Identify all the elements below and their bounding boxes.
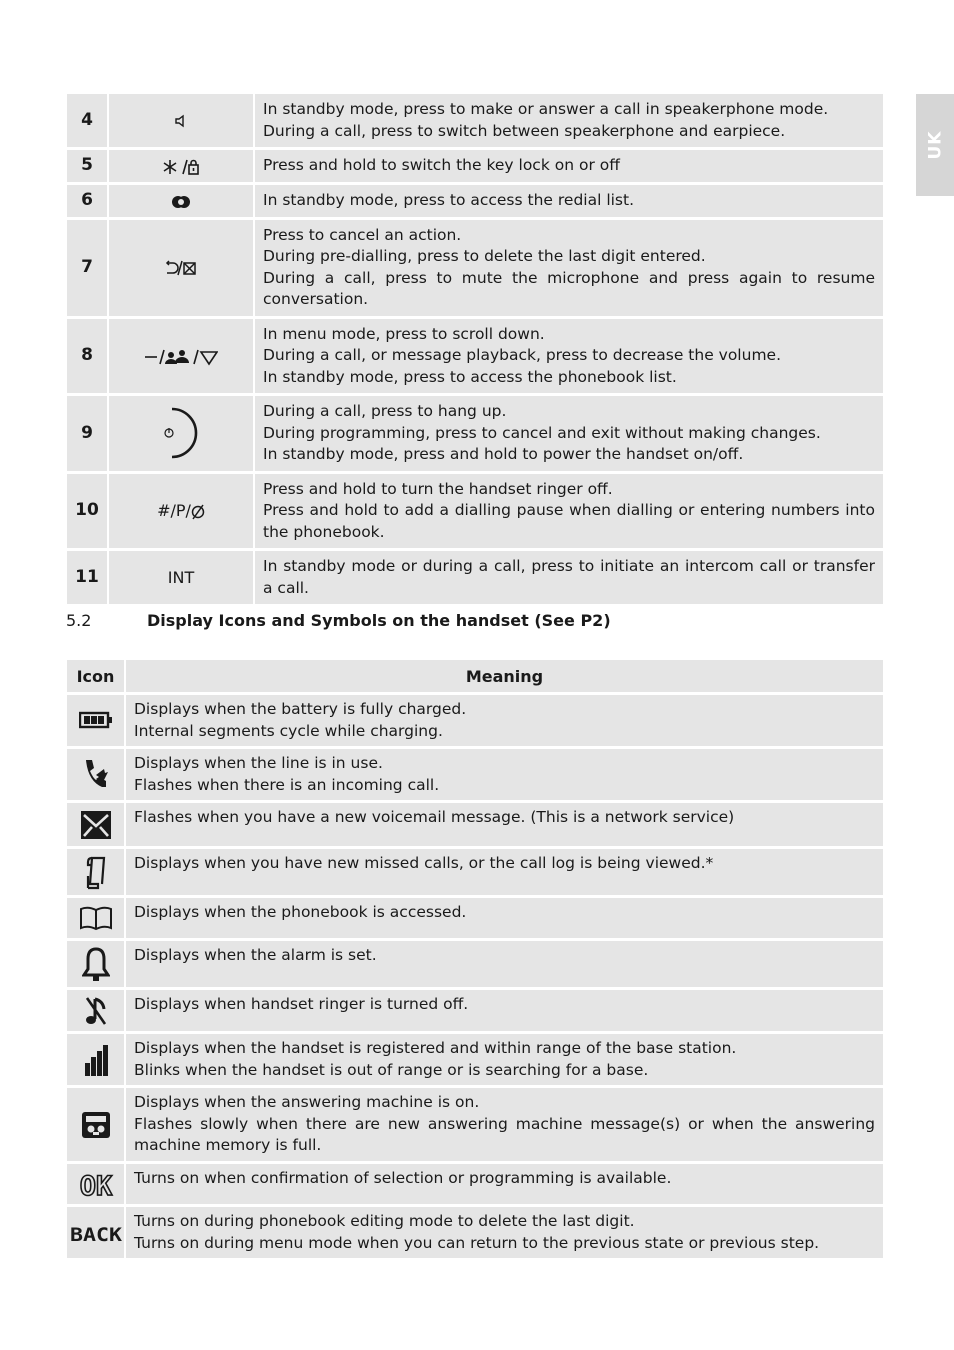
section-number: 5.2 bbox=[66, 611, 92, 630]
key-number: 5 bbox=[67, 150, 107, 182]
table-row bbox=[67, 849, 883, 895]
phonebook-icon bbox=[79, 905, 113, 931]
meaning-line: Displays when the handset is registered and within range of the base station. bbox=[134, 1039, 737, 1057]
key-symbol bbox=[109, 396, 253, 471]
meaning-cell bbox=[126, 941, 883, 987]
icon-cell bbox=[67, 990, 124, 1031]
meaning-cell bbox=[126, 990, 883, 1031]
description-line: During a call, press to switch between speakerphone and earpiece. bbox=[263, 121, 786, 140]
meaning-line: Displays when the alarm is set. bbox=[134, 946, 377, 964]
table-row bbox=[67, 1164, 883, 1204]
key-number: 9 bbox=[67, 396, 107, 471]
table-row bbox=[67, 1088, 883, 1161]
key-label: #/P/ bbox=[157, 501, 191, 520]
ringer-off-icon bbox=[84, 995, 108, 1027]
key-description bbox=[255, 185, 883, 217]
meaning-line: Flashes when there is an incoming call. bbox=[134, 775, 440, 794]
description-line: During a call, or message playback, press to decrease the volume. bbox=[263, 346, 782, 364]
key-description bbox=[255, 396, 883, 471]
key-number: 4 bbox=[67, 94, 107, 147]
key-number: 6 bbox=[67, 185, 107, 217]
table-row bbox=[67, 749, 883, 800]
meaning-line: Displays when handset ringer is turned off. bbox=[134, 995, 469, 1013]
icon-cell bbox=[67, 941, 124, 987]
table-row bbox=[67, 319, 883, 394]
key-symbol bbox=[109, 150, 253, 182]
meaning-line: Flashes slowly when there are new answering machine message(s) or when the answering machine memory is full. bbox=[134, 1114, 875, 1154]
icon-cell bbox=[67, 898, 124, 938]
table-row bbox=[67, 941, 883, 987]
description-line: In menu mode, press to scroll down. bbox=[263, 324, 545, 343]
key-symbol bbox=[109, 94, 253, 147]
description-line: During pre-dialling, press to delete the last digit entered. bbox=[263, 247, 706, 265]
back-icon bbox=[69, 1221, 123, 1245]
speaker-icon bbox=[174, 114, 188, 128]
call-log-icon bbox=[83, 854, 109, 890]
table-row bbox=[67, 150, 883, 182]
icon-cell bbox=[67, 849, 124, 895]
minus-phonebook-down-icon bbox=[144, 348, 218, 366]
answering-machine-icon bbox=[81, 1111, 111, 1139]
key-symbol bbox=[109, 474, 253, 549]
ok-icon-label: OK bbox=[79, 1171, 112, 1198]
icon-cell bbox=[67, 1088, 124, 1161]
description-line: Press and hold to switch the key lock on or off bbox=[263, 156, 620, 175]
icons-table bbox=[65, 657, 885, 1261]
meaning-cell bbox=[126, 695, 883, 746]
meaning-cell bbox=[126, 1164, 883, 1204]
description-line: Press and hold to add a dialling pause when dialling or entering numbers into the phonebook. bbox=[263, 501, 875, 541]
description-line: In standby mode or during a call, press to initiate an intercom call or transfer a call. bbox=[263, 557, 875, 597]
language-tab-label: UK bbox=[924, 130, 945, 160]
back-mute-icon bbox=[164, 260, 198, 276]
header-meaning: Meaning bbox=[126, 660, 883, 692]
section-heading bbox=[66, 611, 611, 630]
meaning-cell bbox=[126, 849, 883, 895]
key-number: 11 bbox=[67, 551, 107, 604]
icon-cell bbox=[67, 1207, 124, 1258]
key-description bbox=[255, 220, 883, 316]
description-line: In standby mode, press to access the redial list. bbox=[263, 191, 635, 209]
header-icon: Icon bbox=[67, 660, 124, 692]
keys-table bbox=[65, 91, 885, 607]
battery-icon bbox=[79, 711, 113, 729]
key-symbol bbox=[109, 185, 253, 217]
meaning-cell bbox=[126, 1207, 883, 1258]
table-row bbox=[67, 1034, 883, 1085]
icon-cell bbox=[67, 803, 124, 846]
meaning-line: Displays when the battery is fully charged. bbox=[134, 700, 467, 718]
icon-cell bbox=[67, 1164, 124, 1204]
key-number: 8 bbox=[67, 319, 107, 394]
key-symbol bbox=[109, 220, 253, 316]
key-symbol bbox=[109, 319, 253, 394]
table-row bbox=[67, 898, 883, 938]
table-header-row bbox=[67, 660, 883, 692]
redial-icon bbox=[170, 195, 192, 209]
meaning-line: Displays when the phonebook is accessed. bbox=[134, 903, 467, 921]
description-line: In standby mode, press to make or answer a call in speakerphone mode. bbox=[263, 100, 829, 118]
key-description bbox=[255, 94, 883, 147]
language-tab bbox=[916, 94, 954, 196]
key-symbol bbox=[109, 551, 253, 604]
ringer-off-key-icon bbox=[191, 504, 205, 520]
key-number: 7 bbox=[67, 220, 107, 316]
table-row bbox=[67, 990, 883, 1031]
meaning-cell bbox=[126, 1034, 883, 1085]
meaning-line: Turns on during phonebook editing mode to delete the last digit. bbox=[134, 1212, 635, 1230]
description-line: In standby mode, press to access the phonebook list. bbox=[263, 367, 677, 386]
signal-icon bbox=[83, 1043, 109, 1077]
meaning-line: Displays when you have new missed calls, or the call log is being viewed.* bbox=[134, 854, 714, 872]
alarm-bell-icon bbox=[82, 946, 110, 982]
icon-cell bbox=[67, 695, 124, 746]
line-in-use-icon bbox=[82, 757, 110, 793]
description-line: In standby mode, press and hold to power the handset on/off. bbox=[263, 445, 744, 463]
table-row bbox=[67, 220, 883, 316]
star-lock-icon bbox=[161, 158, 201, 176]
description-line: Press and hold to turn the handset ringer off. bbox=[263, 479, 613, 498]
voicemail-envelope-icon bbox=[80, 810, 112, 840]
table-row bbox=[67, 551, 883, 604]
section-title: Display Icons and Symbols on the handset (See P2) bbox=[147, 611, 611, 630]
table-row bbox=[67, 1207, 883, 1258]
table-row bbox=[67, 474, 883, 549]
hangup-power-icon bbox=[164, 406, 198, 460]
meaning-cell bbox=[126, 898, 883, 938]
meaning-line: Turns on when confirmation of selection or programming is available. bbox=[134, 1169, 672, 1187]
key-description bbox=[255, 319, 883, 394]
key-number: 10 bbox=[67, 474, 107, 549]
back-icon-label: BACK bbox=[69, 1223, 123, 1245]
description-line: During a call, press to mute the microphone and press again to resume conversation. bbox=[263, 268, 875, 308]
key-label: INT bbox=[167, 567, 195, 587]
meaning-line: Blinks when the handset is out of range or is searching for a base. bbox=[134, 1060, 649, 1079]
meaning-line: Turns on during menu mode when you can return to the previous state or previous step. bbox=[134, 1233, 820, 1252]
key-description bbox=[255, 474, 883, 549]
table-row bbox=[67, 695, 883, 746]
meaning-line: Displays when the line is in use. bbox=[134, 754, 383, 772]
meaning-line: Displays when the answering machine is on. bbox=[134, 1093, 480, 1111]
ok-icon bbox=[76, 1170, 116, 1198]
key-description bbox=[255, 150, 883, 182]
description-line: Press to cancel an action. bbox=[263, 225, 462, 244]
description-line: During programming, press to cancel and exit without making changes. bbox=[263, 423, 821, 442]
meaning-cell bbox=[126, 1088, 883, 1161]
meaning-line: Internal segments cycle while charging. bbox=[134, 721, 443, 740]
table-row bbox=[67, 94, 883, 147]
icon-cell bbox=[67, 1034, 124, 1085]
meaning-cell bbox=[126, 749, 883, 800]
key-description bbox=[255, 551, 883, 604]
table-row bbox=[67, 185, 883, 217]
meaning-line: Flashes when you have a new voicemail message. (This is a network service) bbox=[134, 808, 735, 826]
table-row bbox=[67, 803, 883, 846]
table-row bbox=[67, 396, 883, 471]
description-line: During a call, press to hang up. bbox=[263, 402, 507, 420]
icon-cell bbox=[67, 749, 124, 800]
meaning-cell bbox=[126, 803, 883, 846]
